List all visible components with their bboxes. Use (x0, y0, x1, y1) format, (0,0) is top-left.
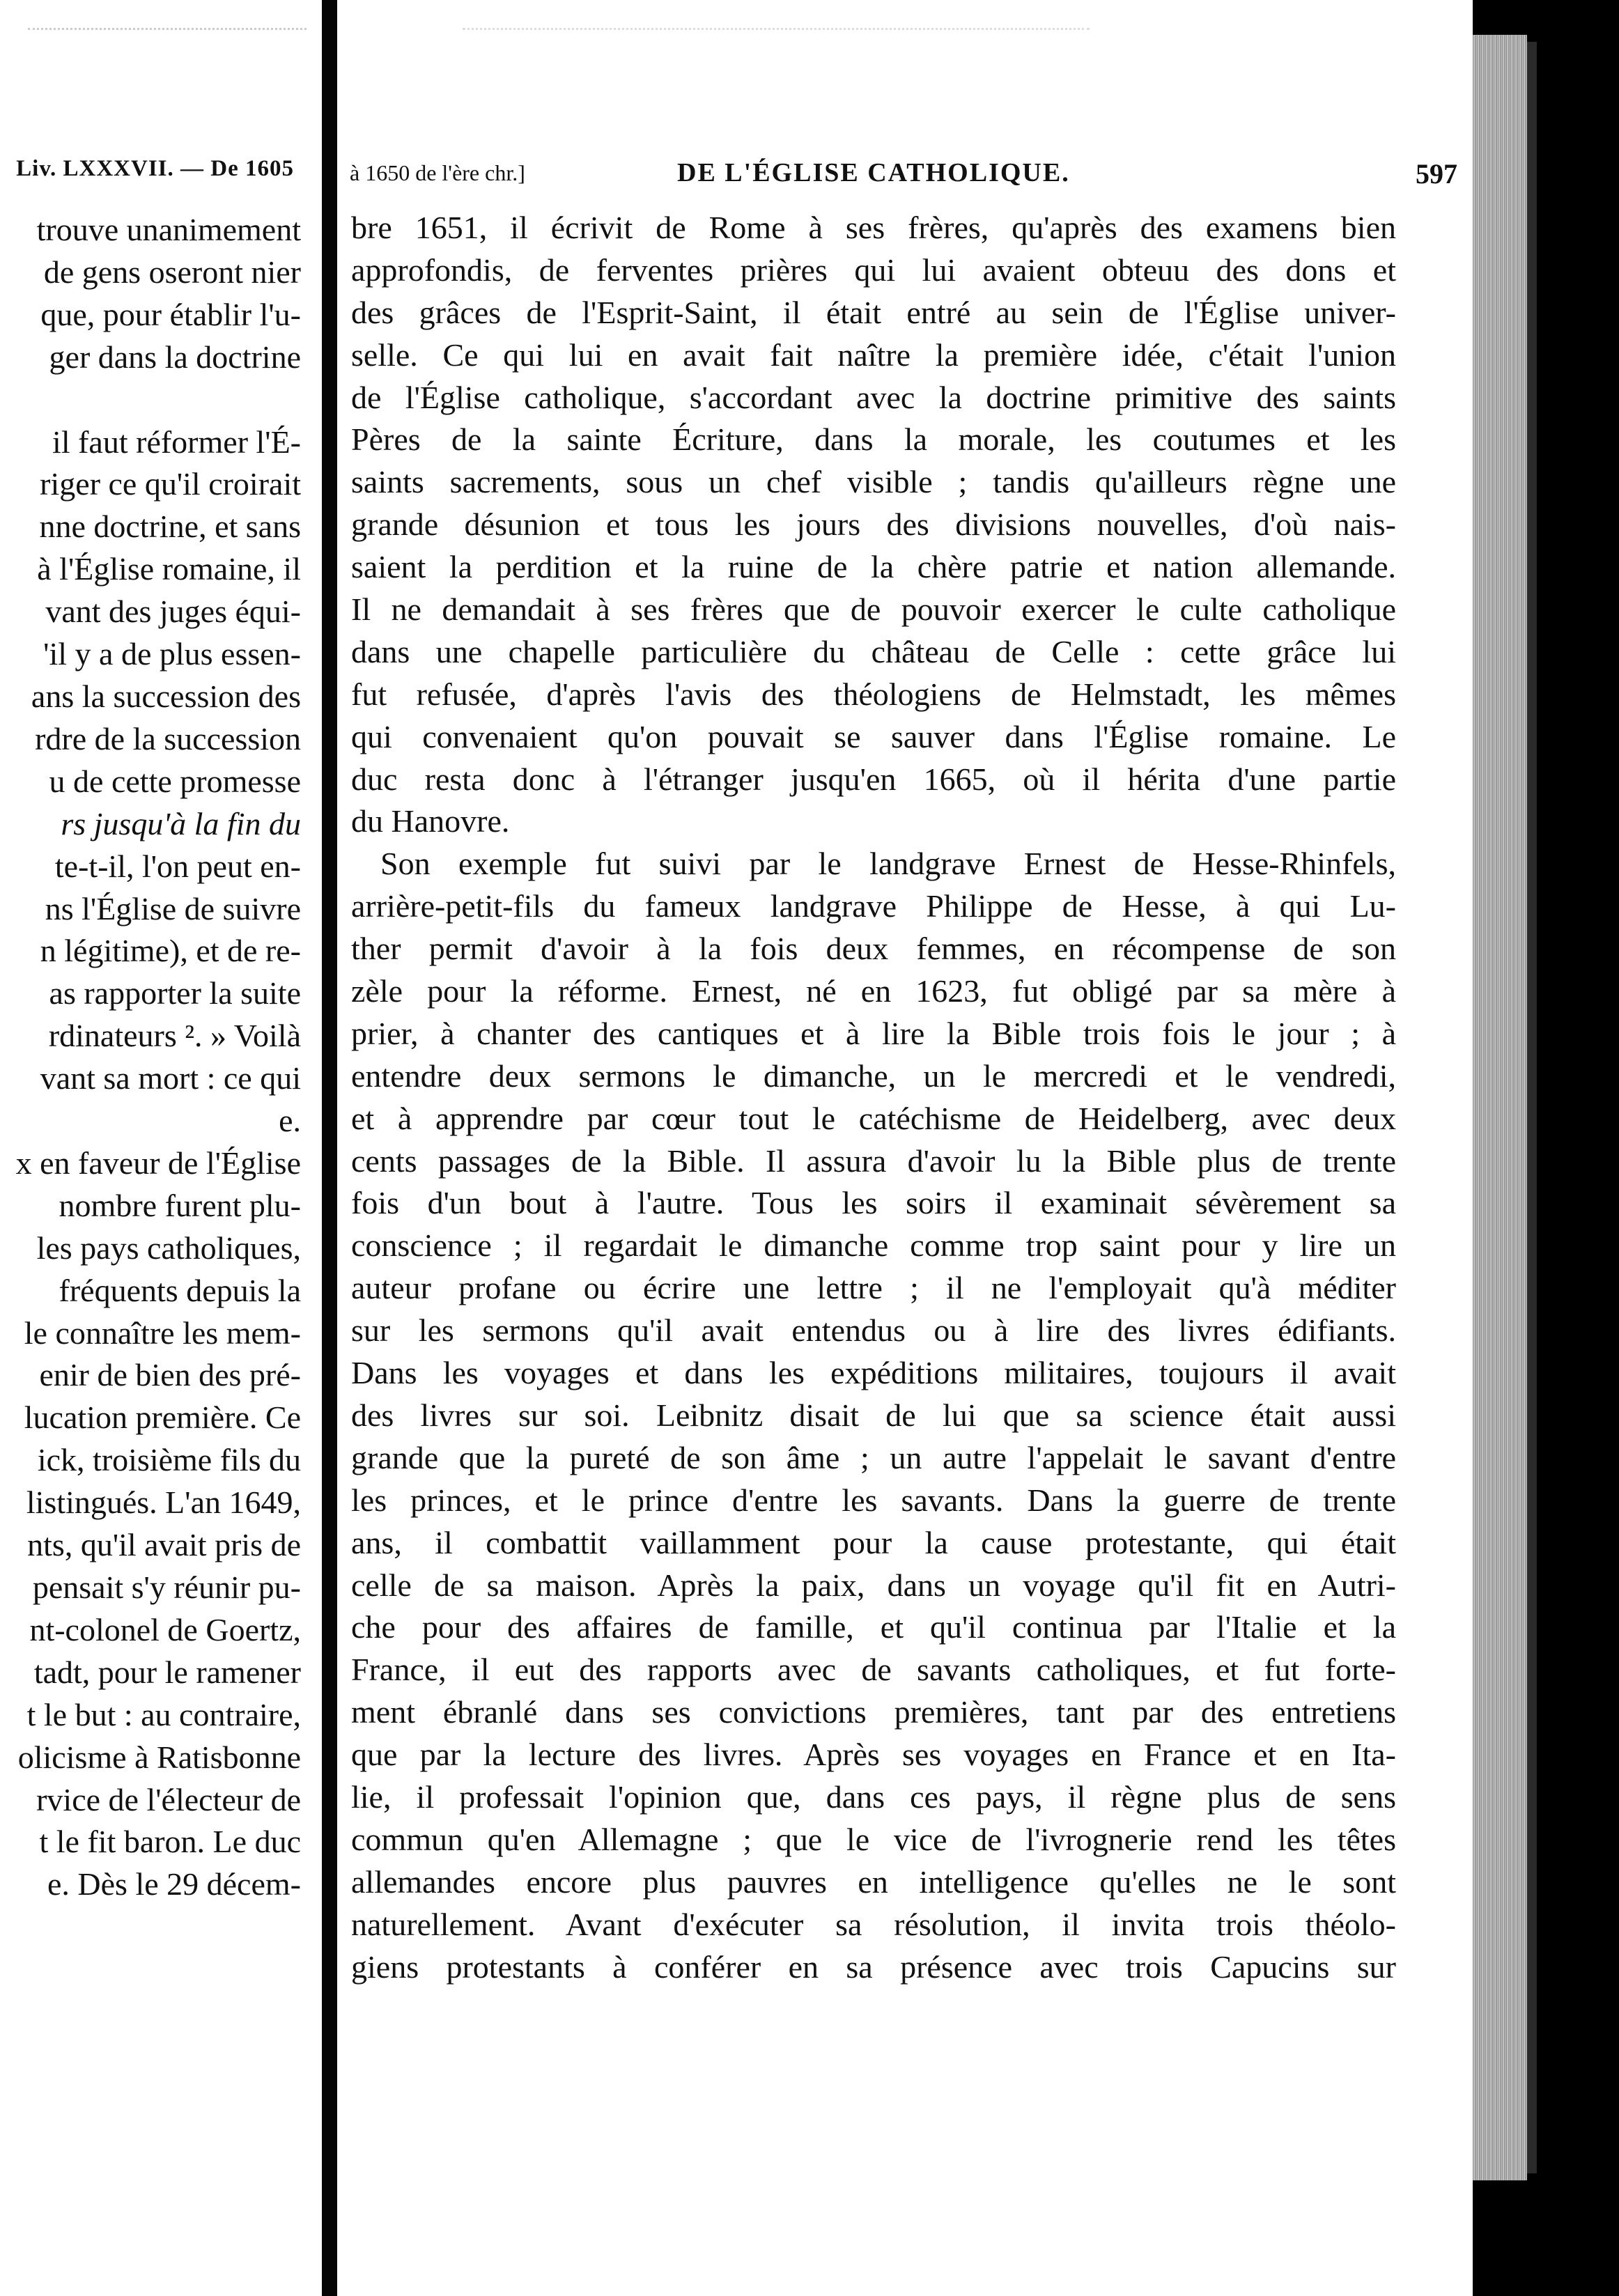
left-text-line: u de cette promesse (49, 763, 301, 799)
text-line: auteur profane ou écrire une lettre ; il ne l'employait qu'à méditer (351, 1270, 1396, 1306)
page-edges (1473, 35, 1527, 2180)
text-line: allemandes encore plus pauvres en intelligence qu'elles ne le sont (351, 1863, 1396, 1900)
text-line: ment ébranlé dans ses convictions premières, tant par des entretiens (351, 1694, 1396, 1730)
text-line: ans, il combattit vaillamment pour la cause protestante, qui était (351, 1524, 1396, 1560)
left-text-line: rvice de l'électeur de (36, 1781, 301, 1817)
text-line: de l'Église catholique, s'accordant avec la doctrine primitive des saints (351, 379, 1396, 415)
text-line: naturellement. Avant d'exécuter sa résolution, il invita trois théolo- (351, 1906, 1396, 1942)
text-line: des livres sur soi. Leibnitz disait de lui que sa science était aussi (351, 1397, 1396, 1433)
left-text-line: vant sa mort : ce qui (40, 1060, 301, 1096)
text-line: des grâces de l'Esprit-Saint, il était entré au sein de l'Église univer- (351, 294, 1396, 330)
text-line: grande que la pureté de son âme ; un autre l'appelait le savant d'entre (351, 1439, 1396, 1475)
left-text-line: nts, qu'il avait pris de (27, 1527, 301, 1563)
text-line: France, il eut des rapports avec de savants catholiques, et fut forte- (351, 1652, 1396, 1688)
left-text-line: le connaître les mem- (24, 1314, 301, 1351)
left-text-line: listingués. L'an 1649, (26, 1484, 301, 1521)
left-text-line: as rapporter la suite (49, 975, 301, 1011)
text-line: arrière-petit-fils du fameux landgrave Philippe de Hesse, à qui Lu- (351, 888, 1396, 924)
text-line: sur les sermons qu'il avait entendus ou à lire des livres édifiants. (351, 1312, 1396, 1349)
left-text-line: pensait s'y réunir pu- (32, 1569, 301, 1605)
book-gutter (322, 0, 337, 2296)
left-text-line: nombre furent plu- (59, 1187, 301, 1223)
left-text-line: il faut réformer l'É- (52, 424, 301, 460)
left-page (0, 0, 322, 2296)
left-text-line: ns l'Église de suivre (45, 890, 301, 926)
left-text-line: e. (279, 1103, 301, 1139)
left-text-line: fréquents depuis la (59, 1272, 301, 1308)
left-text-line: que, pour établir l'u- (40, 296, 301, 332)
text-line: duc resta donc à l'étranger jusqu'en 1665, où il hérita d'une partie (351, 761, 1396, 797)
text-line: et à apprendre par cœur tout le catéchisme de Heidelberg, avec deux (351, 1100, 1396, 1136)
text-line: saient la perdition et la ruine de la chère patrie et nation allemande. (351, 549, 1396, 585)
text-line: che pour des affaires de famille, et qu'il continua par l'Italie et la (351, 1609, 1396, 1645)
left-text-line: trouve unanimement (36, 212, 301, 247)
left-text-line: lucation première. Ce (24, 1399, 301, 1436)
left-text-line: de gens oseront nier (43, 254, 301, 290)
left-text-line: tadt, pour le ramener (33, 1654, 301, 1690)
left-text-line: ger dans la doctrine (49, 339, 301, 375)
left-text-line: te-t-il, l'on peut en- (54, 848, 301, 884)
left-text-line: olicisme à Ratisbonne (17, 1739, 301, 1775)
text-line: commun qu'en Allemagne ; que le vice de l'ivrognerie rend les têtes (351, 1821, 1396, 1857)
left-text-line: nt-colonel de Goertz, (29, 1611, 301, 1647)
text-line: saints sacrements, sous un chef visible ; tandis qu'ailleurs règne une (351, 464, 1396, 500)
text-line: que par la lecture des livres. Après ses voyages en France et en Ita- (351, 1737, 1396, 1773)
bleed-through (28, 28, 307, 51)
running-header (350, 157, 1457, 192)
left-text-line: enir de bien des pré- (39, 1357, 301, 1393)
left-text-line: n légitime), et de re- (40, 933, 301, 969)
header-title: DE L'ÉGLISE CATHOLIQUE. (677, 158, 1070, 187)
text-line: conscience ; il regardait le dimanche comme trop saint pour y lire un (351, 1227, 1396, 1264)
left-text-line: riger ce qu'il croirait (40, 466, 301, 502)
text-line: prier, à chanter des cantiques et à lire la Bible trois fois le jour ; à (351, 1015, 1396, 1051)
text-line: Il ne demandait à ses frères que de pouvoir exercer le culte catholique (351, 591, 1396, 628)
text-line: fut refusée, d'après l'avis des théologiens de Helmstadt, les mêmes (351, 676, 1396, 712)
text-line: bre 1651, il écrivit de Rome à ses frères, qu'après des examens bien (351, 210, 1396, 245)
left-text-line: rs jusqu'à la fin du (61, 805, 301, 841)
left-text-line: ick, troisième fils du (37, 1442, 301, 1478)
left-page-text (0, 209, 301, 1906)
right-page (337, 0, 1473, 2296)
left-text-line: 'il y a de plus essen- (43, 636, 301, 672)
left-text-line: t le but : au contraire, (26, 1696, 301, 1732)
left-text-line: vant des juges équi- (45, 594, 301, 630)
left-text-line: ans la succession des (31, 678, 301, 714)
text-line: fois d'un bout à l'autre. Tous les soirs il examinait sévèrement sa (351, 1185, 1396, 1221)
text-line: du Hanovre. (351, 803, 510, 839)
text-line: ther permit d'avoir à la fois deux femmes, en récompense de son (351, 931, 1396, 967)
text-line: dans une chapelle particulière du château de Celle : cette grâce lui (351, 633, 1396, 669)
left-text-line: à l'Église romaine, il (37, 551, 301, 587)
left-running-header: Liv. LXXXVII. — De 1605 (16, 156, 294, 181)
text-line: les princes, et le prince d'entre les savants. Dans la guerre de trente (351, 1482, 1396, 1518)
text-line: entendre deux sermons le dimanche, un le mercredi et le vendredi, (351, 1057, 1396, 1094)
text-line: Pères de la sainte Écriture, dans la morale, les coutumes et les (351, 421, 1396, 458)
left-text-line: rdinateurs ². » Voilà (48, 1018, 301, 1054)
text-line: giens protestants à conférer en sa présence avec trois Capucins sur (351, 1948, 1396, 1985)
text-line: lie, il professait l'opinion que, dans ces pays, il règne plus de sens (351, 1778, 1396, 1815)
text-line: cents passages de la Bible. Il assura d'avoir lu la Bible plus de trente (351, 1142, 1396, 1179)
left-text-line: e. Dès le 29 décem- (47, 1866, 301, 1902)
page-number: 597 (1416, 158, 1457, 189)
text-line: approfondis, de ferventes prières qui lui avaient obteuu des dons et (351, 251, 1396, 288)
page-body-text (351, 207, 1396, 1988)
bleed-through (463, 28, 1090, 44)
text-line: Son exemple fut suivi par le landgrave Ernest de Hesse-Rhinfels, (380, 846, 1396, 882)
left-text-line (0, 379, 301, 421)
text-line: qui convenaient qu'on pouvait se sauver dans l'Église romaine. Le (351, 718, 1396, 754)
left-text-line: les pays catholiques, (36, 1230, 301, 1266)
left-text-line: rdre de la succession (35, 720, 301, 757)
header-date-range: à 1650 de l'ère chr.] (350, 160, 525, 185)
text-line: grande désunion et tous les jours des divisions nouvelles, d'où nais- (351, 506, 1396, 543)
left-text-line: x en faveur de l'Église (15, 1145, 301, 1181)
page-edges-shadow (1527, 42, 1537, 2173)
left-text-line: nne doctrine, et sans (39, 509, 301, 545)
text-line: zèle pour la réforme. Ernest, né en 1623, fut obligé par sa mère à (351, 973, 1396, 1009)
text-line: Dans les voyages et dans les expéditions militaires, toujours il avait (351, 1355, 1396, 1391)
text-line: celle de sa maison. Après la paix, dans un voyage qu'il fit en Autri- (351, 1567, 1396, 1603)
text-line: selle. Ce qui lui en avait fait naître la première idée, c'était l'union (351, 336, 1396, 373)
left-text-line: t le fit baron. Le duc (39, 1824, 301, 1860)
